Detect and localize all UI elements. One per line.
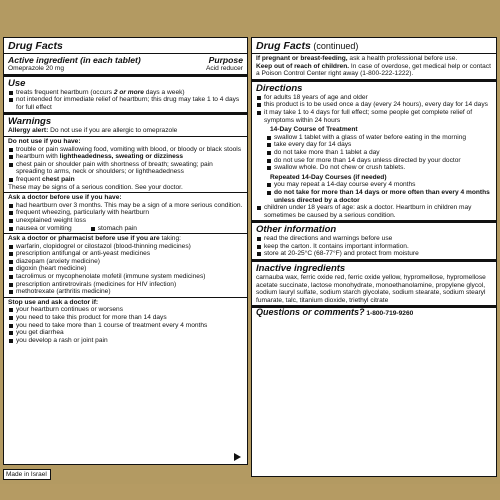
list-item: keep the carton. It contains important information. [256, 243, 492, 251]
list-item: it may take 1 to 4 days for full effect; some people get complete relief of symptoms within 24 hours [256, 109, 492, 124]
allergy-alert: Allergy alert: Do not use if you are allergic to omeprazole [8, 127, 178, 135]
packaging-strip [0, 484, 500, 500]
list-item: for adults 18 years of age and older [256, 94, 492, 102]
drug-facts-continued-title: Drug Facts (continued) [256, 40, 359, 52]
list-item: children under 18 years of age: ask a doctor. Heartburn in children may sometimes be caused by a serious condition. [256, 204, 492, 219]
list-item: do not take for more than 14 days or more often than every 4 months unless directed by a doctor [256, 189, 492, 204]
list-item: read the directions and warnings before use [256, 235, 492, 243]
other-info-title: Other information [256, 224, 337, 236]
directions-title: Directions [256, 82, 303, 94]
ask-doctor-heading: Ask a doctor before use if you have: [8, 194, 122, 202]
list-item: you get diarrhea [8, 329, 243, 337]
active-ingredient-header: Active ingredient (in each tablet) Purpose [8, 55, 243, 65]
warnings-title: Warnings [8, 116, 52, 128]
list-item: digoxin (heart medicine) [8, 265, 243, 273]
list-item: do not use for more than 14 days unless directed by your doctor [256, 157, 492, 165]
list-item: had heartburn over 3 months. This may be a sign of a more serious condition. [8, 202, 243, 210]
list-item: heartburn with lightheadedness, sweating or dizziness [8, 153, 243, 161]
list-item: diazepam (anxiety medicine) [8, 258, 243, 266]
list-item: warfarin, clopidogrel or cilostazol (blood-thinning medicines) [8, 243, 243, 251]
ingredient-row: Omeprazole 20 mg Acid reducer [8, 65, 243, 72]
drug-facts-panel-right [251, 37, 497, 477]
ask-pharmacist-heading: Ask a doctor or pharmacist before use if you are taking: [8, 235, 181, 243]
list-item: your heartburn continues or worsens [8, 306, 243, 314]
list-item: store at 20-25°C (68-77°F) and protect from moisture [256, 250, 492, 258]
course-heading: 14-Day Course of Treatment [270, 126, 358, 134]
inactive-ingredients-title: Inactive ingredients [256, 263, 346, 275]
stop-use-heading: Stop use and ask a doctor if: [8, 298, 99, 306]
repeat-heading: Repeated 14-Day Courses (if needed) [270, 173, 387, 181]
list-item: you may repeat a 14-day course every 4 months [256, 181, 492, 189]
list-item: you develop a rash or joint pain [8, 337, 243, 345]
do-not-use-heading: Do not use if you have: [8, 137, 81, 145]
list-item: do not take more than 1 tablet a day [256, 149, 492, 157]
continue-arrow-icon [234, 453, 241, 461]
do-not-use-note: These may be signs of a serious condition. See your doctor. [8, 183, 183, 191]
drug-facts-panel-left [3, 37, 248, 465]
list-item: swallow 1 tablet with a glass of water before eating in the morning [256, 134, 492, 142]
questions-line: Questions or comments? 1-800-719-9260 [256, 307, 414, 318]
inactive-ingredients-text: carnauba wax, ferric oxide red, ferric oxide yellow, hypromellose, hypromellose acetate succinate, lactose monohydrate, monoethanolamine, propylene glycol, sodium lauryl sulfate, sodium starch glycolate, sodium stearate, sodium stearyl fumarate, talc, titanium dioxide, triethyl citrate [256, 274, 486, 304]
pregnancy-warning: If pregnant or breast-feeding, ask a health professional before use. [256, 55, 458, 62]
list-item: treats frequent heartburn (occurs 2 or more days a week) [8, 89, 243, 97]
list-item: you need to take more than 1 course of treatment every 4 months [8, 322, 243, 330]
list-item: not intended for immediate relief of heartburn; this drug may take 1 to 4 days for full effect [8, 96, 243, 111]
list-item: trouble or pain swallowing food, vomiting with blood, or bloody or black stools [8, 146, 243, 154]
keep-out-of-reach: Keep out of reach of children. In case of overdose, get medical help or contact a Poison Control Center right away (1-800-222-1222). [256, 62, 491, 78]
drug-facts-title: Drug Facts [8, 40, 63, 52]
list-item: this product is to be used once a day (every 24 hours), every day for 14 days [256, 101, 492, 109]
list-item: tacrolimus or mycophenolate mofetil (immune system medicines) [8, 273, 243, 281]
list-item: unexplained weight loss [8, 217, 243, 225]
use-title: Use [8, 77, 26, 89]
list-item: nausea or vomiting stomach pain [8, 225, 243, 233]
list-item: prescription antifungal or anti-yeast medicines [8, 250, 243, 258]
list-item: methotrexate (arthritis medicine) [8, 288, 243, 296]
list-item: take every day for 14 days [256, 141, 492, 149]
list-item: swallow whole. Do not chew or crush tablets. [256, 164, 492, 172]
list-item: prescription antiretrovirals (medicines for HIV infection) [8, 281, 243, 289]
list-item: frequent wheezing, particularly with heartburn [8, 209, 243, 217]
list-item: frequent chest pain [8, 176, 243, 184]
list-item: you need to take this product for more than 14 days [8, 314, 243, 322]
made-in-label: Made in Israel [3, 469, 51, 480]
list-item: chest pain or shoulder pain with shortness of breath; sweating; pain spreading to arms, neck or shoulders; or lightheadedness [8, 161, 243, 176]
